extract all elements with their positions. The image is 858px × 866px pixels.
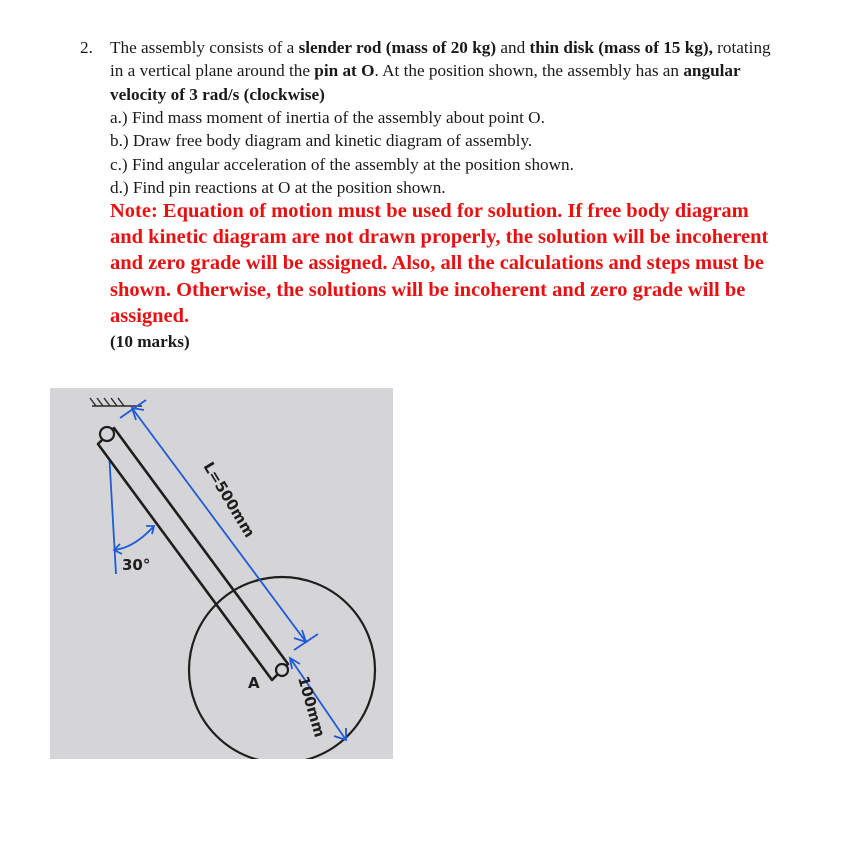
point-a-label: A bbox=[248, 674, 260, 692]
rod-length-dimension bbox=[120, 400, 318, 650]
question-number: 2. bbox=[80, 38, 93, 57]
statement-text-2: and bbox=[496, 38, 530, 57]
pin-o-icon bbox=[100, 427, 114, 441]
assembly-diagram bbox=[50, 388, 393, 759]
disk-mass-text: thin disk (mass of 15 kg), bbox=[529, 38, 713, 57]
question-parts bbox=[110, 106, 770, 200]
statement-text-3: rotating in a vertical plane around the bbox=[110, 38, 771, 81]
ceiling-support-icon bbox=[90, 398, 142, 406]
assembly-figure bbox=[50, 388, 393, 759]
angle-arc bbox=[114, 526, 154, 554]
marks-label: (10 marks) bbox=[110, 332, 190, 351]
part-a: a.) Find mass moment of inertia of the assembly about point O. bbox=[110, 108, 545, 127]
grading-note: Note: Equation of motion must be used for solution. If free body diagram and kinetic diagram are not drawn properly, the solution will be incoherent and zero grade will be assigned. Also, all the calculations and steps must be shown. Otherwise, the solutions will be incoherent and zero grade will be assigned. bbox=[110, 200, 769, 327]
part-d: d.) Find pin reactions at O at the position shown. bbox=[110, 178, 446, 198]
disk-radius-label: 100mm bbox=[294, 674, 329, 740]
question-statement bbox=[110, 36, 778, 106]
angular-velocity-text: angular velocity of 3 rad/s (clockwise) bbox=[110, 61, 741, 104]
rod-mass-text: slender rod (mass of 20 kg) bbox=[298, 38, 497, 57]
rod-length-label: L=500mm bbox=[199, 458, 259, 541]
pin-a-icon bbox=[276, 664, 288, 676]
statement-text-1: The assembly consists of a bbox=[110, 38, 299, 57]
pin-text: pin at O bbox=[314, 61, 375, 81]
angle-label: 30° bbox=[122, 556, 151, 574]
part-c: c.) Find angular acceleration of the assembly at the position shown. bbox=[110, 154, 574, 174]
part-b: b.) Draw free body diagram and kinetic diagram of assembly. bbox=[110, 131, 533, 151]
statement-text-4: . At the position shown, the assembly has an bbox=[374, 61, 684, 81]
